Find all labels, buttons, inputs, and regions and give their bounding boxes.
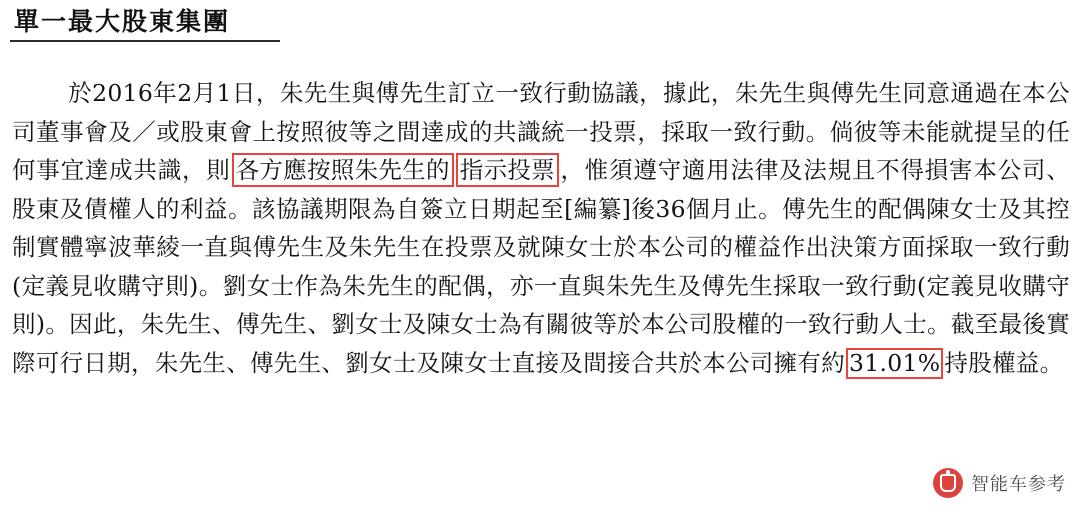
page-title: 單一最大股東集團 [14,7,231,36]
paragraph-part-2: ，惟須遵守適用法律及法規且不得損害本公司、股東及債權人的利益。該協議期限為自簽立日期起至[編纂]後36個月止。傅先生的配偶陳女士及其控制實體寧波華綾一直與傅先生及朱先生在投票及就陳女士於本公司的權益作出決策方面採取一致行動(定義見收購守則)。劉女士作為朱先生的配偶，亦一直與朱先生及傅先生採取一致行動(定義見收購守則)。因此，朱先生、傅先生、劉女士及陳女士為有關彼等於本公司股權的一致行動人士。截至最後實際可行日期，朱先生、傅先生、劉女士及陳女士直接及間接合共於本公司擁有約 [12,156,1070,377]
highlight-box-percentage: 31.01% [846,348,943,379]
car-logo-icon [933,468,963,498]
highlight-box-1: 各方應按照朱先生的 [232,153,454,187]
watermark [933,468,1066,498]
watermark-label: 智能车参考 [971,474,1066,495]
highlight-box-2: 指示投票 [456,153,559,187]
body-paragraph [12,74,1070,382]
title-underline [10,40,280,42]
paragraph-part-3: 持股權益。 [944,348,1064,377]
paragraph-part-1: 於2016年2月1日，朱先生與傅先生訂立一致行動協議，據此，朱先生與傅先生同意通過在本公司董事會及／或股東會上按照彼等之間達成的共識統一投票，採取一致行動。倘彼等未能就提呈的任何事宜達成共識，則 [12,79,1070,184]
